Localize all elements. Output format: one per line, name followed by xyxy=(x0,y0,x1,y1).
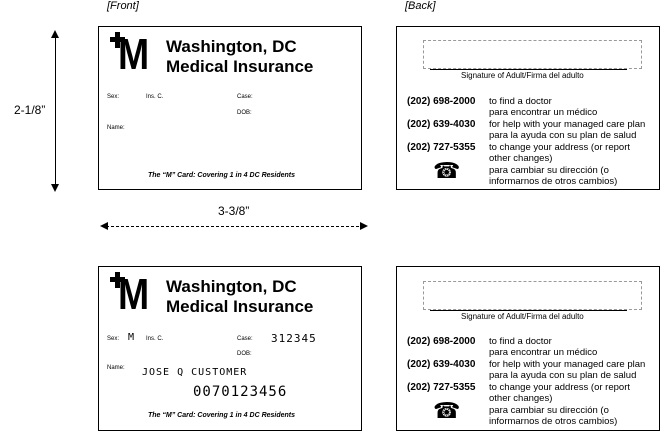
back-card-top: Signature of Adult/Firma del adulto (202) 698-2000 to find a doctor para encontrar un médico (202) 639-4030 for help with your managed care plan para la ayuda con su plan de salud (202) 727-5355 to change your address (or report other changes) ☎ para cambiar su dirección (o informarnos de otros cambios) xyxy=(396,26,660,190)
back-card-bottom: Signature of Adult/Firma del adulto (202) 698-2000 to find a doctor para encontrar un médico (202) 639-4030 for help with your managed care plan para la ayuda con su plan de salud (202) 727-5355 to change your address (or report other changes) ☎ para cambiar su dirección (o informarnos de otros cambios) xyxy=(396,266,660,431)
signature-box xyxy=(423,281,642,310)
card-title-line2: Medical Insurance xyxy=(166,57,314,76)
phone-number: (202) 698-2000 xyxy=(407,336,476,347)
arrow-up-icon xyxy=(51,30,59,38)
case-label: Case: xyxy=(237,94,253,100)
signature-box xyxy=(423,40,642,69)
arrow-right-icon xyxy=(360,222,368,230)
phone-number: (202) 639-4030 xyxy=(407,119,476,130)
card-title-line1: Washington, DC xyxy=(166,37,297,56)
front-card-blank xyxy=(98,26,362,190)
phone-number: (202) 727-5355 xyxy=(407,142,476,153)
signature-label: Signature of Adult/Firma del adulto xyxy=(461,71,584,80)
name-label: Name: xyxy=(107,125,125,131)
telephone-icon: ☎ xyxy=(433,398,461,423)
dob-label: DOB: xyxy=(237,351,252,357)
width-dimension-line xyxy=(106,226,364,227)
width-dimension: 3-3/8” xyxy=(218,204,250,218)
phone-number: (202) 698-2000 xyxy=(407,96,476,107)
arrow-down-icon xyxy=(51,184,59,192)
height-dimension: 2-1/8” xyxy=(14,103,46,117)
sex-label: Sex: xyxy=(107,336,120,342)
dob-label: DOB: xyxy=(237,110,252,116)
arrow-left-icon xyxy=(100,222,108,230)
signature-label: Signature of Adult/Firma del adulto xyxy=(461,312,584,321)
id-number: 0070123456 xyxy=(193,384,288,400)
telephone-icon: ☎ xyxy=(433,158,461,183)
back-label: [Back] xyxy=(405,0,436,12)
name-label: Name: xyxy=(107,365,125,371)
card-title-line2: Medical Insurance xyxy=(166,297,314,316)
phone-number: (202) 727-5355 xyxy=(407,382,476,393)
card-title-line1: Washington, DC xyxy=(166,277,297,296)
case-label: Case: xyxy=(237,336,253,342)
ins-label: Ins. C. xyxy=(146,94,164,100)
ins-label: Ins. C. xyxy=(146,336,164,342)
front-label: [Front] xyxy=(107,0,139,12)
sex-label: Sex: xyxy=(107,94,120,100)
logo-m: M xyxy=(118,30,150,79)
card-slogan: The “M” Card: Covering 1 in 4 DC Residents xyxy=(148,412,296,419)
logo-m: M xyxy=(118,270,150,319)
card-slogan: The “M” Card: Covering 1 in 4 DC Residents xyxy=(148,172,296,179)
phone-number: (202) 639-4030 xyxy=(407,359,476,370)
case-value: 312345 xyxy=(271,332,317,345)
name-value: JOSE Q CUSTOMER xyxy=(142,367,248,378)
sex-value: M xyxy=(128,332,136,343)
front-card-filled xyxy=(98,266,362,431)
height-dimension-line xyxy=(55,36,56,186)
